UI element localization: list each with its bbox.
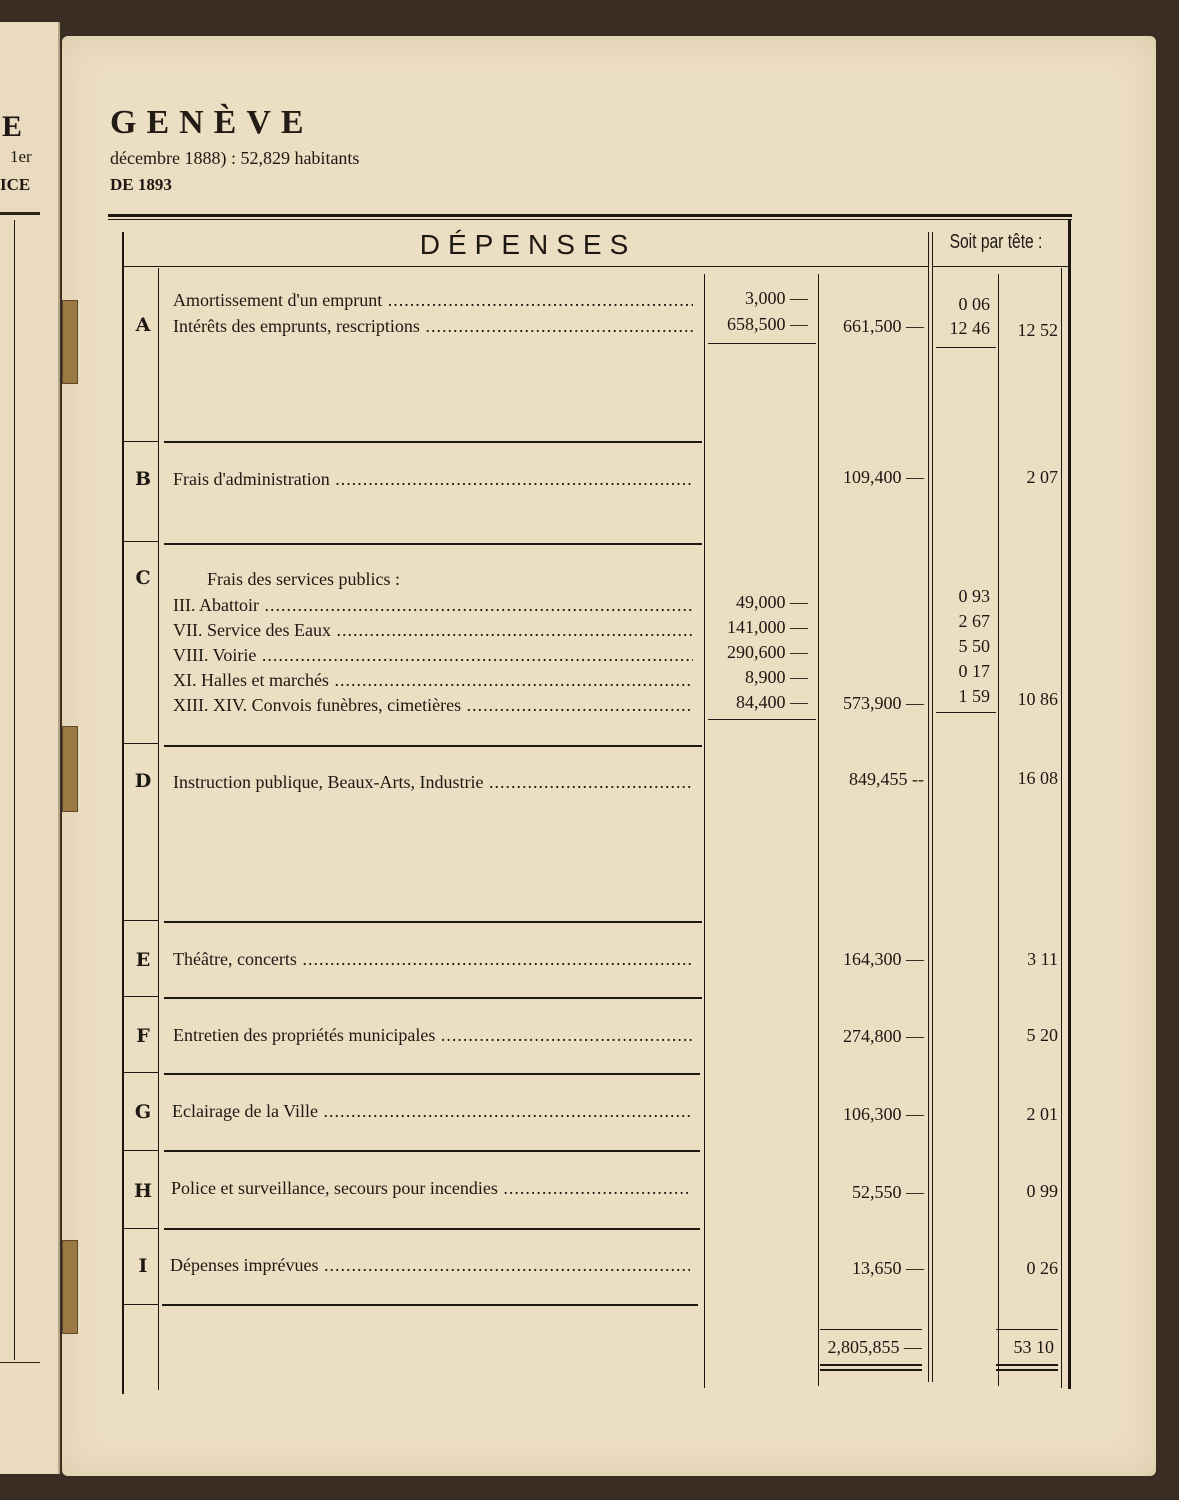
line-amount: 84,400 —: [736, 692, 808, 712]
previous-page-year-fragment: ICE: [0, 175, 31, 194]
letter-row-rule: [124, 1304, 158, 1305]
letter-row-rule: [124, 1072, 158, 1073]
previous-page-rule: [0, 1362, 40, 1363]
section-rule: [164, 921, 702, 923]
line-amount: 141,000 —: [727, 617, 808, 637]
section-letter-g: G: [134, 1101, 152, 1123]
line-per-head: 0 93: [958, 586, 990, 606]
previous-page-rule: [0, 212, 40, 215]
line-per-head: 5 50: [958, 636, 990, 656]
per-head-subcolumn-divider: [998, 274, 999, 1386]
expense-line-label: Police et surveillance, secours pour incendies .....: [171, 1178, 691, 1199]
expense-line-label: Frais d'administration .....: [173, 469, 693, 490]
section-total-per-head: 12 52: [1017, 320, 1058, 340]
grand-total-rule: [996, 1329, 1058, 1330]
line-amount: 3,000 —: [745, 288, 808, 308]
section-total: 106,300 —: [843, 1104, 924, 1124]
section-rule: [164, 745, 702, 747]
expense-line-label: Théâtre, concerts .....: [173, 949, 693, 970]
budget-year: DE 1893: [110, 175, 172, 194]
line-per-head: 12 46: [949, 318, 990, 338]
section-letter-e: E: [135, 949, 151, 971]
line-per-head: 1 59: [958, 686, 990, 706]
section-total-per-head: 0 26: [1026, 1258, 1058, 1278]
section-total: 274,800 —: [843, 1026, 924, 1046]
section-rule: [164, 1228, 700, 1230]
page-title: GENÈVE: [110, 104, 314, 141]
letter-column-divider: [158, 268, 159, 1390]
section-total: 164,300 —: [843, 949, 924, 969]
subtotal-rule: [936, 347, 996, 348]
section-total: 573,900 —: [843, 693, 924, 713]
section-total: 52,550 —: [852, 1182, 924, 1202]
expense-line-label: Intérêts des emprunts, rescriptions .....: [173, 316, 693, 337]
section-rule: [164, 543, 702, 545]
section-rule: [164, 441, 702, 443]
grand-total-double-rule: [996, 1369, 1058, 1371]
section-letter-h: H: [134, 1180, 152, 1202]
grand-total-per-head: 53 10: [1013, 1337, 1054, 1357]
binding-staple: [62, 726, 78, 812]
section-rule: [164, 997, 702, 999]
subtotal-rule: [936, 712, 996, 713]
population-note: décembre 1888) : 52,829 habitants: [110, 148, 360, 168]
expense-line-label: Entretien des propriétés municipales .....: [173, 1025, 693, 1046]
line-per-head: 0 17: [958, 661, 990, 681]
section-letter-f: F: [136, 1025, 150, 1047]
section-letter-d: D: [134, 770, 152, 792]
letter-row-rule: [124, 541, 158, 542]
letter-row-rule: [124, 1228, 158, 1229]
description-column-divider: [704, 274, 705, 1388]
expenses-heading: DÉPENSES: [419, 229, 637, 260]
letter-row-rule: [124, 1150, 158, 1151]
previous-page-subtitle-fragment: 1er: [10, 147, 32, 166]
table-top-rule: [108, 219, 1072, 220]
section-rule: [164, 1150, 700, 1152]
expense-line-label: Eclairage de la Ville .....: [172, 1101, 692, 1122]
section-total-per-head: 0 99: [1026, 1181, 1058, 1201]
heading-rule: [932, 266, 1068, 267]
line-amount: 290,600 —: [727, 642, 808, 662]
section-total-per-head: 5 20: [1026, 1025, 1058, 1045]
expense-line-label: XIII. XIV. Convois funèbres, cimetières .....: [173, 695, 693, 716]
line-amount: 8,900 —: [745, 667, 808, 687]
section-total-per-head: 10 86: [1017, 689, 1058, 709]
table-left-border: [122, 232, 124, 1394]
expense-line-label: Instruction publique, Beaux-Arts, Industrie .....: [173, 772, 693, 793]
expense-line-label: Dépenses imprévues .....: [170, 1255, 690, 1276]
section-total-per-head: 3 11: [1027, 949, 1058, 969]
section-total-per-head: 16 08: [1017, 768, 1058, 788]
expense-line-label: Amortissement d'un emprunt .....: [173, 290, 693, 311]
binding-staple: [62, 1240, 78, 1334]
line-per-head: 0 06: [958, 294, 990, 314]
table-right-inner-border: [1061, 268, 1062, 1388]
section-letter-a: A: [135, 314, 151, 336]
letter-row-rule: [124, 996, 158, 997]
amount-column-divider: [818, 274, 819, 1386]
section-intro: Frais des services publics :: [207, 569, 400, 589]
subtotal-rule: [708, 719, 816, 720]
subtotal-rule: [708, 343, 816, 344]
section-letter-i: I: [138, 1255, 148, 1277]
previous-page-column-line: [14, 220, 15, 1360]
previous-page-fragment: [0, 22, 60, 1474]
letter-row-rule: [124, 920, 158, 921]
section-total: 13,650 —: [852, 1258, 924, 1278]
binding-staple: [62, 300, 78, 384]
section-total-per-head: 2 07: [1026, 467, 1058, 487]
table-right-border: [1068, 219, 1071, 1389]
per-head-column-divider: [932, 232, 933, 1382]
line-amount: 49,000 —: [736, 592, 808, 612]
expense-line-label: VIII. Voirie .....: [173, 645, 693, 666]
table-top-rule: [108, 214, 1072, 217]
section-total-per-head: 2 01: [1026, 1104, 1058, 1124]
heading-rule: [124, 266, 928, 267]
expense-line-label: XI. Halles et marchés .....: [173, 670, 693, 691]
line-amount: 658,500 —: [727, 314, 808, 334]
per-head-column-divider: [928, 232, 929, 1382]
section-rule: [162, 1304, 698, 1306]
section-letter-b: B: [134, 468, 152, 490]
letter-row-rule: [124, 743, 158, 744]
expense-line-label: VII. Service des Eaux .....: [173, 620, 693, 641]
grand-total: 2,805,855 —: [827, 1337, 922, 1357]
section-total: 661,500 —: [843, 316, 924, 336]
grand-total-double-rule: [820, 1364, 922, 1366]
grand-total-double-rule: [996, 1364, 1058, 1366]
per-capita-heading: Soit par tête :: [949, 231, 1043, 253]
line-per-head: 2 67: [958, 611, 990, 631]
letter-row-rule: [124, 441, 158, 442]
section-total: 849,455 --: [849, 769, 924, 789]
expense-line-label: III. Abattoir .....: [173, 595, 693, 616]
grand-total-rule: [820, 1329, 922, 1330]
section-total: 109,400 —: [843, 467, 924, 487]
section-letter-c: C: [135, 567, 151, 589]
grand-total-double-rule: [820, 1369, 922, 1371]
previous-page-title-fragment: E: [2, 110, 23, 143]
section-rule: [164, 1073, 700, 1075]
